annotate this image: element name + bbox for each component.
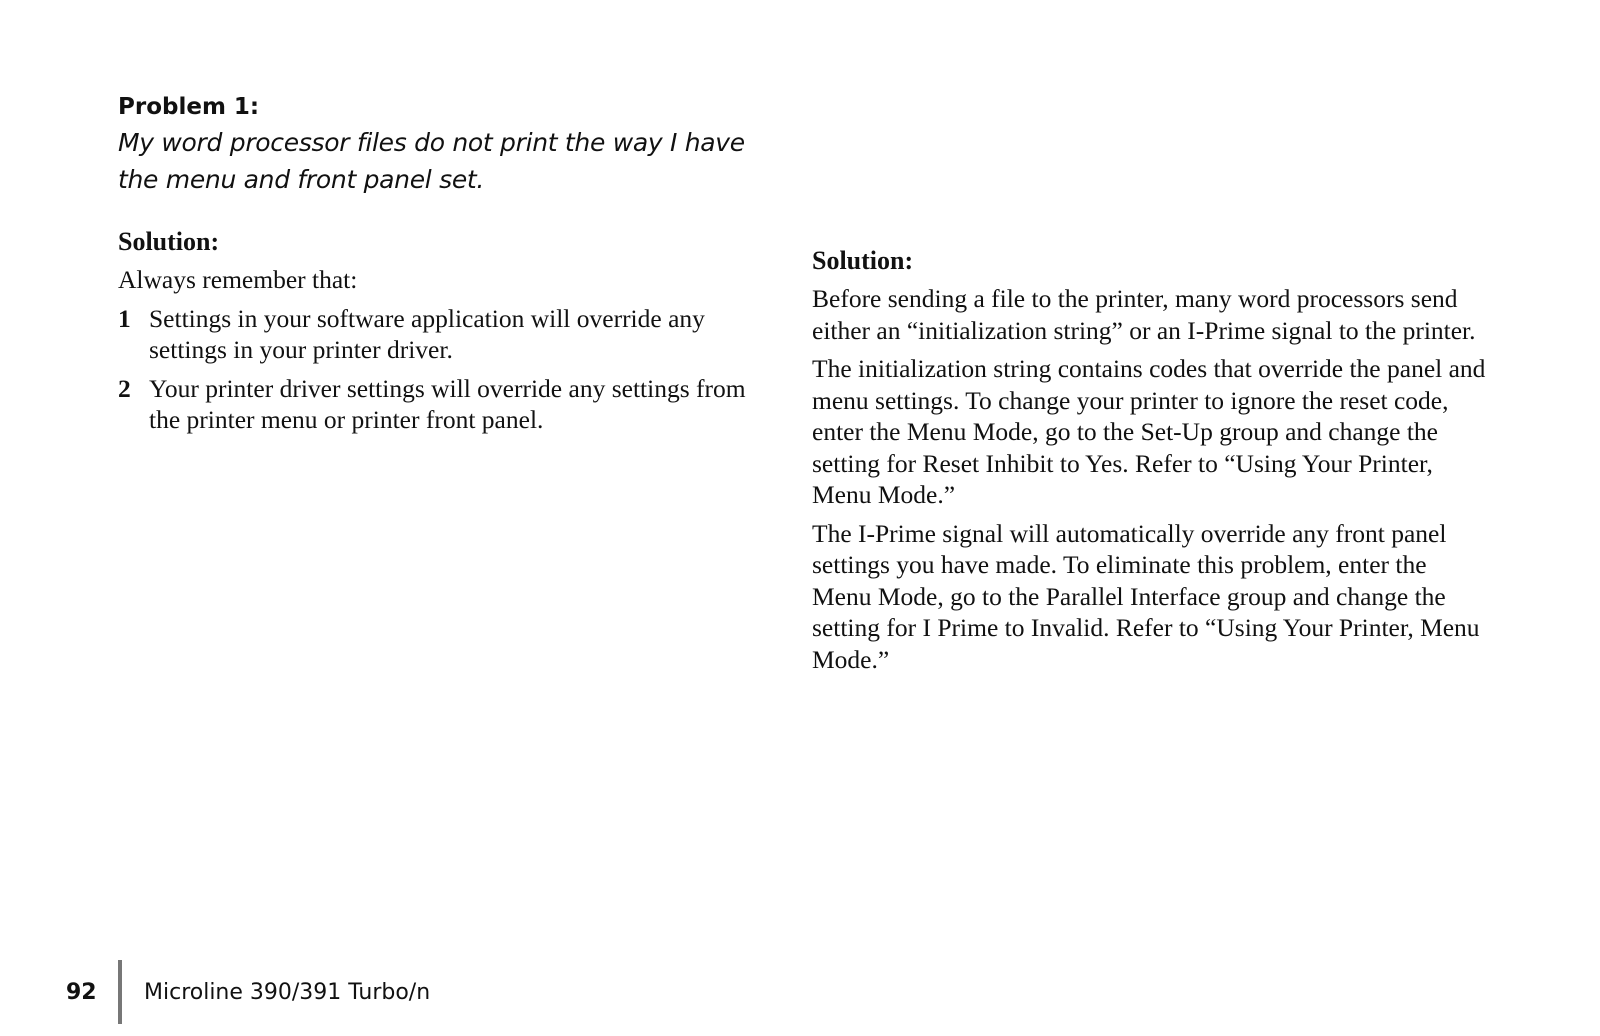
left-solution-heading: Solution: [118,227,220,256]
left-solution-intro: Always remember that: [118,265,358,294]
page-number: 92 [66,979,97,1005]
list-item-number: 2 [118,373,131,403]
list-item-number: 1 [118,303,131,333]
left-column [118,90,778,443]
footer-divider [118,960,122,1024]
right-solution-paragraph-3: The I-Prime signal will automatically override any front panel settings you have made. To eliminate this problem, enter the Menu Mode, go to the Parallel Interface group and change the setting for I Prime to Invalid. Refer to “Using Your Printer, Menu Mode.” [812,518,1480,674]
problem-heading: Problem 1: [118,94,260,120]
right-solution-paragraph-1: Before sending a file to the printer, many word processors send either an “initialization string” or an I-Prime signal to the printer. [812,284,1476,345]
problem-description: My word processor files do not print the way I have the menu and front panel set. [118,128,745,194]
right-column [812,245,1492,682]
right-solution-heading: Solution: [812,246,914,275]
page-footer [66,960,430,1024]
list-item-text: Your printer driver settings will override any settings from the printer menu or printer front panel. [149,373,746,434]
footer-title: Microline 390/391 Turbo/n [144,979,431,1005]
list-item [118,373,778,436]
right-solution-paragraph-2: The initialization string contains codes that override the panel and menu settings. To change your printer to ignore the reset code, enter the Menu Mode, go to the Set-Up group and change the setting for Reset Inhibit to Yes. Refer to “Using Your Printer, Menu Mode.” [812,354,1486,509]
list-item [118,303,778,366]
list-item-text: Settings in your software application will override any settings in your printer driver. [149,303,705,364]
